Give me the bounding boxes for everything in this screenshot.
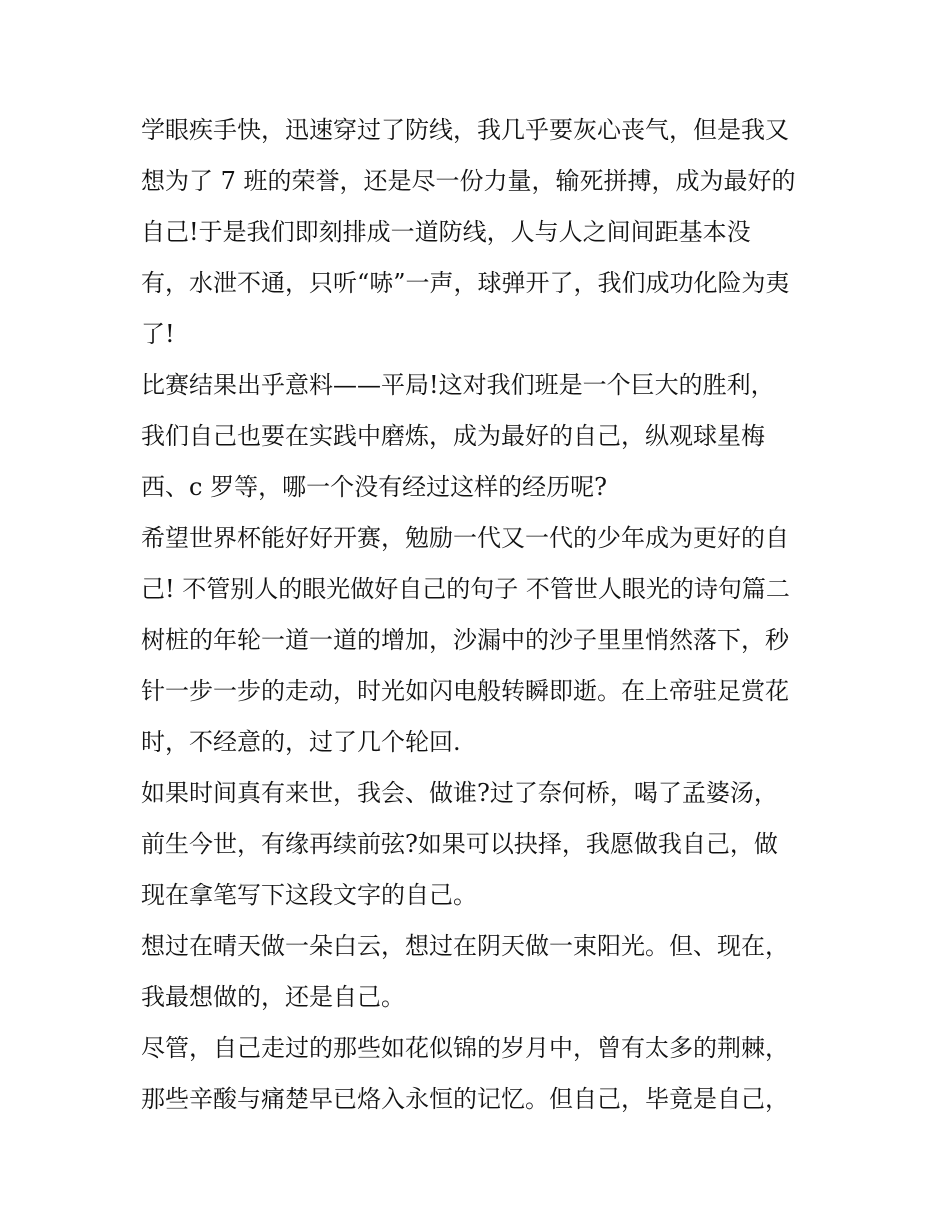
text-line: 我们自己也要在实践中磨炼，成为最好的自己，纵观球星梅 (141, 422, 765, 450)
text-line: 有，水泄不通，只听“哧”一声，球弹开了，我们成功化险为夷 (141, 269, 790, 297)
text-line: 如果时间真有来世，我会、做谁?过了奈何桥，喝了孟婆汤， (141, 779, 778, 807)
text-line: 了! (141, 320, 175, 348)
text-line: 自己!于是我们即刻排成一道防线，人与人之间间距基本没 (141, 218, 751, 246)
text-line: 西、c 罗等，哪一个没有经过这样的经历呢? (141, 473, 607, 501)
text-line: 己! 不管别人的眼光做好自己的句子 不管世人眼光的诗句篇二 (141, 575, 790, 603)
text-line: 那些辛酸与痛楚早已烙入永恒的记忆。但自己，毕竟是自己， (141, 1085, 789, 1113)
text-line: 时，不经意的，过了几个轮回. (141, 728, 461, 756)
body-text (141, 105, 821, 1125)
text-line: 树桩的年轮一道一道的增加，沙漏中的沙子里里悄然落下，秒 (141, 626, 789, 654)
text-line: 学眼疾手快，迅速穿过了防线，我几乎要灰心丧气，但是我又 (141, 116, 789, 144)
text-line: 想为了 7 班的荣誉，还是尽一份力量，输死拼搏，成为最好的 (141, 167, 796, 195)
text-line: 尽管，自己走过的那些如花似锦的岁月中，曾有太多的荆棘， (141, 1034, 789, 1062)
text-line: 前生今世，有缘再续前弦?如果可以抉择，我愿做我自己，做 (141, 830, 778, 858)
text-line: 希望世界杯能好好开赛，勉励一代又一代的少年成为更好的自 (141, 524, 789, 552)
text-line: 针一步一步的走动，时光如闪电般转瞬即逝。在上帝驻足赏花 (141, 677, 789, 705)
text-line: 想过在晴天做一朵白云，想过在阴天做一束阳光。但、现在， (141, 932, 789, 960)
text-line: 比赛结果出乎意料——平局!这对我们班是一个巨大的胜利， (141, 371, 775, 399)
text-line: 我最想做的，还是自己。 (141, 983, 405, 1011)
text-line: 现在拿笔写下这段文字的自己。 (141, 881, 477, 909)
